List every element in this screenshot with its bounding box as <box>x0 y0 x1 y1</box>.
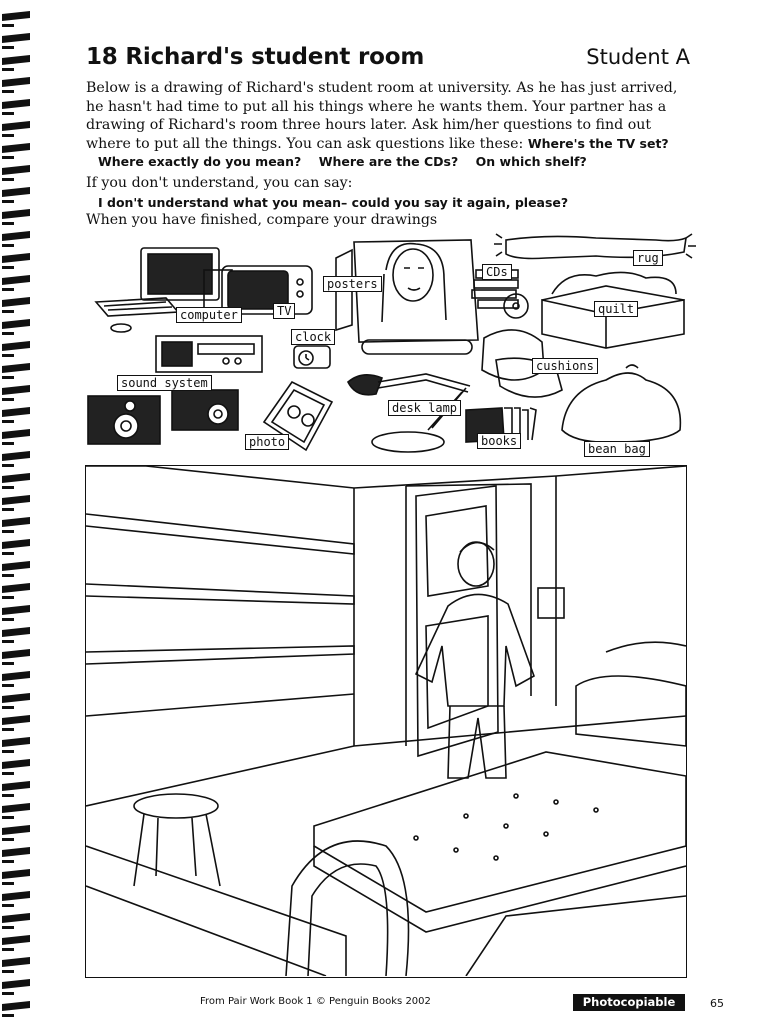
items-illustration <box>86 230 696 462</box>
label-posters: posters <box>323 276 382 292</box>
not-understand-text: If you don't understand, you can say: <box>86 175 353 191</box>
label-computer: computer <box>176 307 242 323</box>
clock-drawing <box>294 346 330 368</box>
label-desk-lamp: desk lamp <box>388 400 461 416</box>
label-cds: CDs <box>482 264 512 280</box>
page-number: 65 <box>710 997 724 1010</box>
bean-bag-drawing <box>562 365 680 442</box>
label-cushions: cushions <box>532 358 598 374</box>
example-question-where-exactly: Where exactly do you mean? <box>98 154 302 169</box>
footer-source: From Pair Work Book 1 © Penguin Books 2002 <box>200 996 431 1007</box>
intro-text: Below is a drawing of Richard's student room at university. As he has just arrived, he hasn't had time to put all his things where he wants them. Your partner has a drawing of Richard's room three hours later. Ask him/her questions to find out where to put all the things. You can ask questions like these: <box>86 80 678 152</box>
example-question-cds: Where are the CDs? <box>318 154 459 169</box>
empty-shelves <box>86 514 354 716</box>
example-questions <box>98 154 587 169</box>
label-rug: rug <box>633 250 663 266</box>
student-role: Student A <box>586 45 690 69</box>
example-question-tv: Where's the TV set? <box>527 135 669 151</box>
instructions-paragraph <box>86 79 686 153</box>
label-books: books <box>477 433 521 449</box>
richard-figure <box>416 542 534 778</box>
bed <box>314 642 686 932</box>
label-quilt: quilt <box>594 301 638 317</box>
rug-drawing <box>494 234 696 259</box>
label-clock: clock <box>291 329 335 345</box>
photocopiable-badge: Photocopiable <box>573 994 685 1011</box>
label-bean-bag: bean bag <box>584 441 650 457</box>
label-tv: TV <box>273 303 295 319</box>
stool <box>134 794 220 886</box>
chair <box>286 841 409 976</box>
posters-drawing <box>336 240 478 354</box>
spiral-binding <box>0 0 34 1024</box>
finished-text: When you have finished, compare your drawings <box>86 212 438 228</box>
room-drawing <box>85 465 687 978</box>
label-photo: photo <box>245 434 289 450</box>
say-again-phrase: I don't understand what you mean– could you say it again, please? <box>98 195 569 210</box>
label-sound-system: sound system <box>117 375 212 391</box>
door <box>406 484 564 756</box>
example-question-shelf: On which shelf? <box>475 154 587 169</box>
page-title: 18 Richard's student room <box>86 44 425 70</box>
